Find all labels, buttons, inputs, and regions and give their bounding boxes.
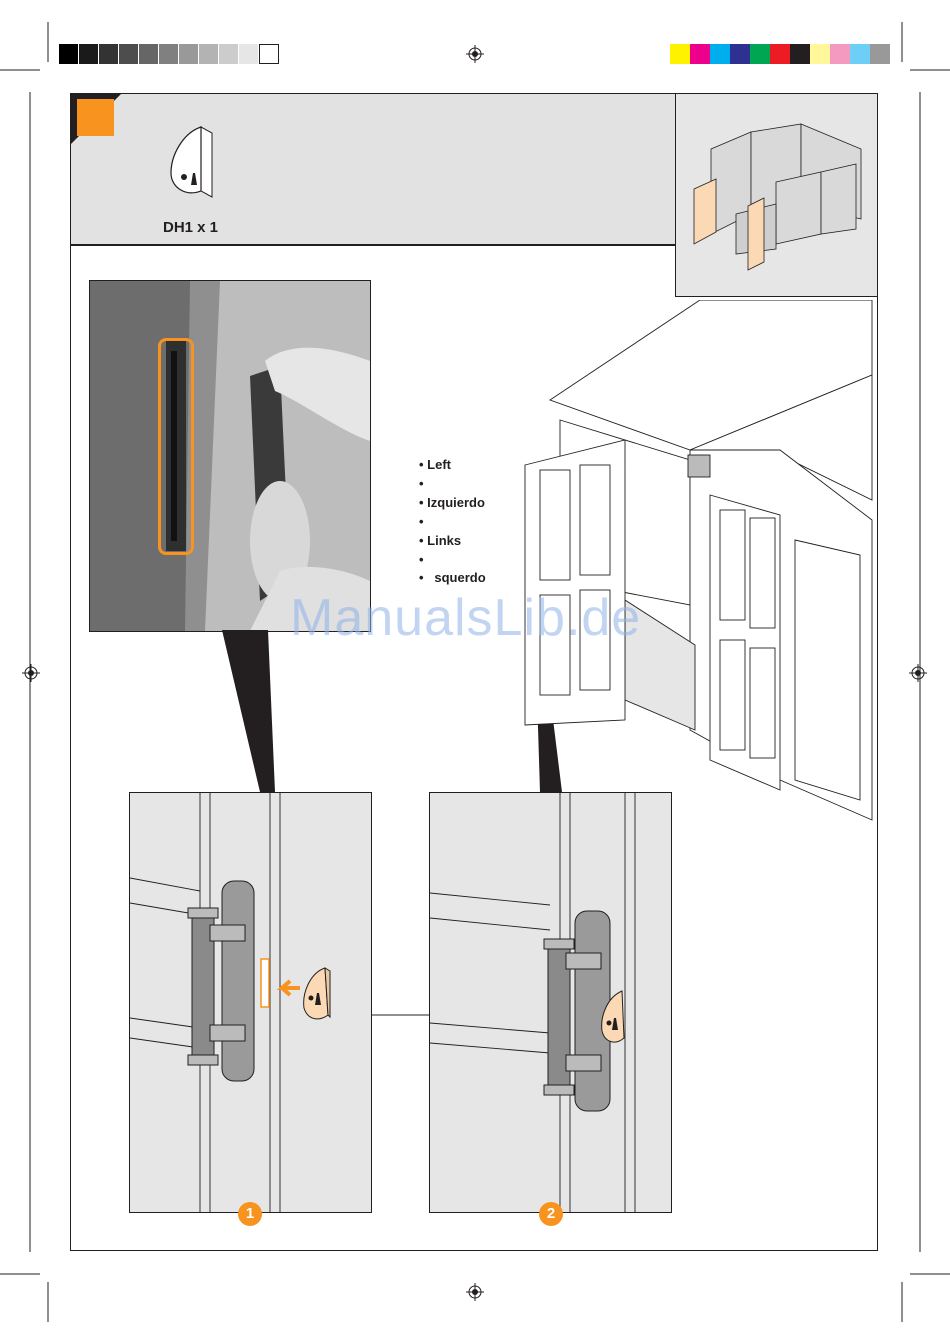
color-bar <box>670 44 890 64</box>
language-list <box>419 456 486 588</box>
lang-item: • Links <box>419 532 462 548</box>
lang-item: • Left <box>419 457 451 472</box>
hinge-detail-1 <box>130 793 371 1212</box>
step-number-2: 2 <box>539 1202 563 1226</box>
registration-mark-left <box>22 664 40 682</box>
lang-item: • squerdo <box>419 570 486 586</box>
insert-arrow <box>282 981 300 995</box>
hinge-detail-2 <box>430 793 671 1212</box>
step-marker-fill <box>77 99 114 136</box>
detail-step-1 <box>129 792 372 1213</box>
door-panel-right <box>748 198 764 270</box>
door-hinge-part-icon <box>165 125 215 203</box>
lang-item: • <box>419 475 424 491</box>
hinge-part <box>304 968 328 1019</box>
door-panel-left <box>694 179 716 244</box>
registration-mark-bottom <box>466 1283 484 1301</box>
shed-walls-illustration <box>676 94 877 296</box>
shed-overview-thumbnail <box>675 93 878 297</box>
registration-mark-right <box>909 664 927 682</box>
part-label: DH1 x 1 <box>163 219 219 236</box>
photo-illustration <box>90 281 370 631</box>
panel-connector <box>371 1013 431 1017</box>
detail-step-2 <box>429 792 672 1213</box>
slot-highlight <box>158 338 194 555</box>
watermark: ManualsLib.de <box>290 589 642 647</box>
installation-photo <box>89 280 371 632</box>
header-band <box>71 94 676 246</box>
grayscale-bar <box>59 44 279 64</box>
lang-item: • <box>419 551 424 567</box>
step-number-1: 1 <box>238 1202 262 1226</box>
shed-illustration <box>520 300 875 830</box>
registration-mark-top <box>466 45 484 63</box>
lang-item: • Izquierdo <box>419 494 485 510</box>
lang-item: • <box>419 513 424 529</box>
